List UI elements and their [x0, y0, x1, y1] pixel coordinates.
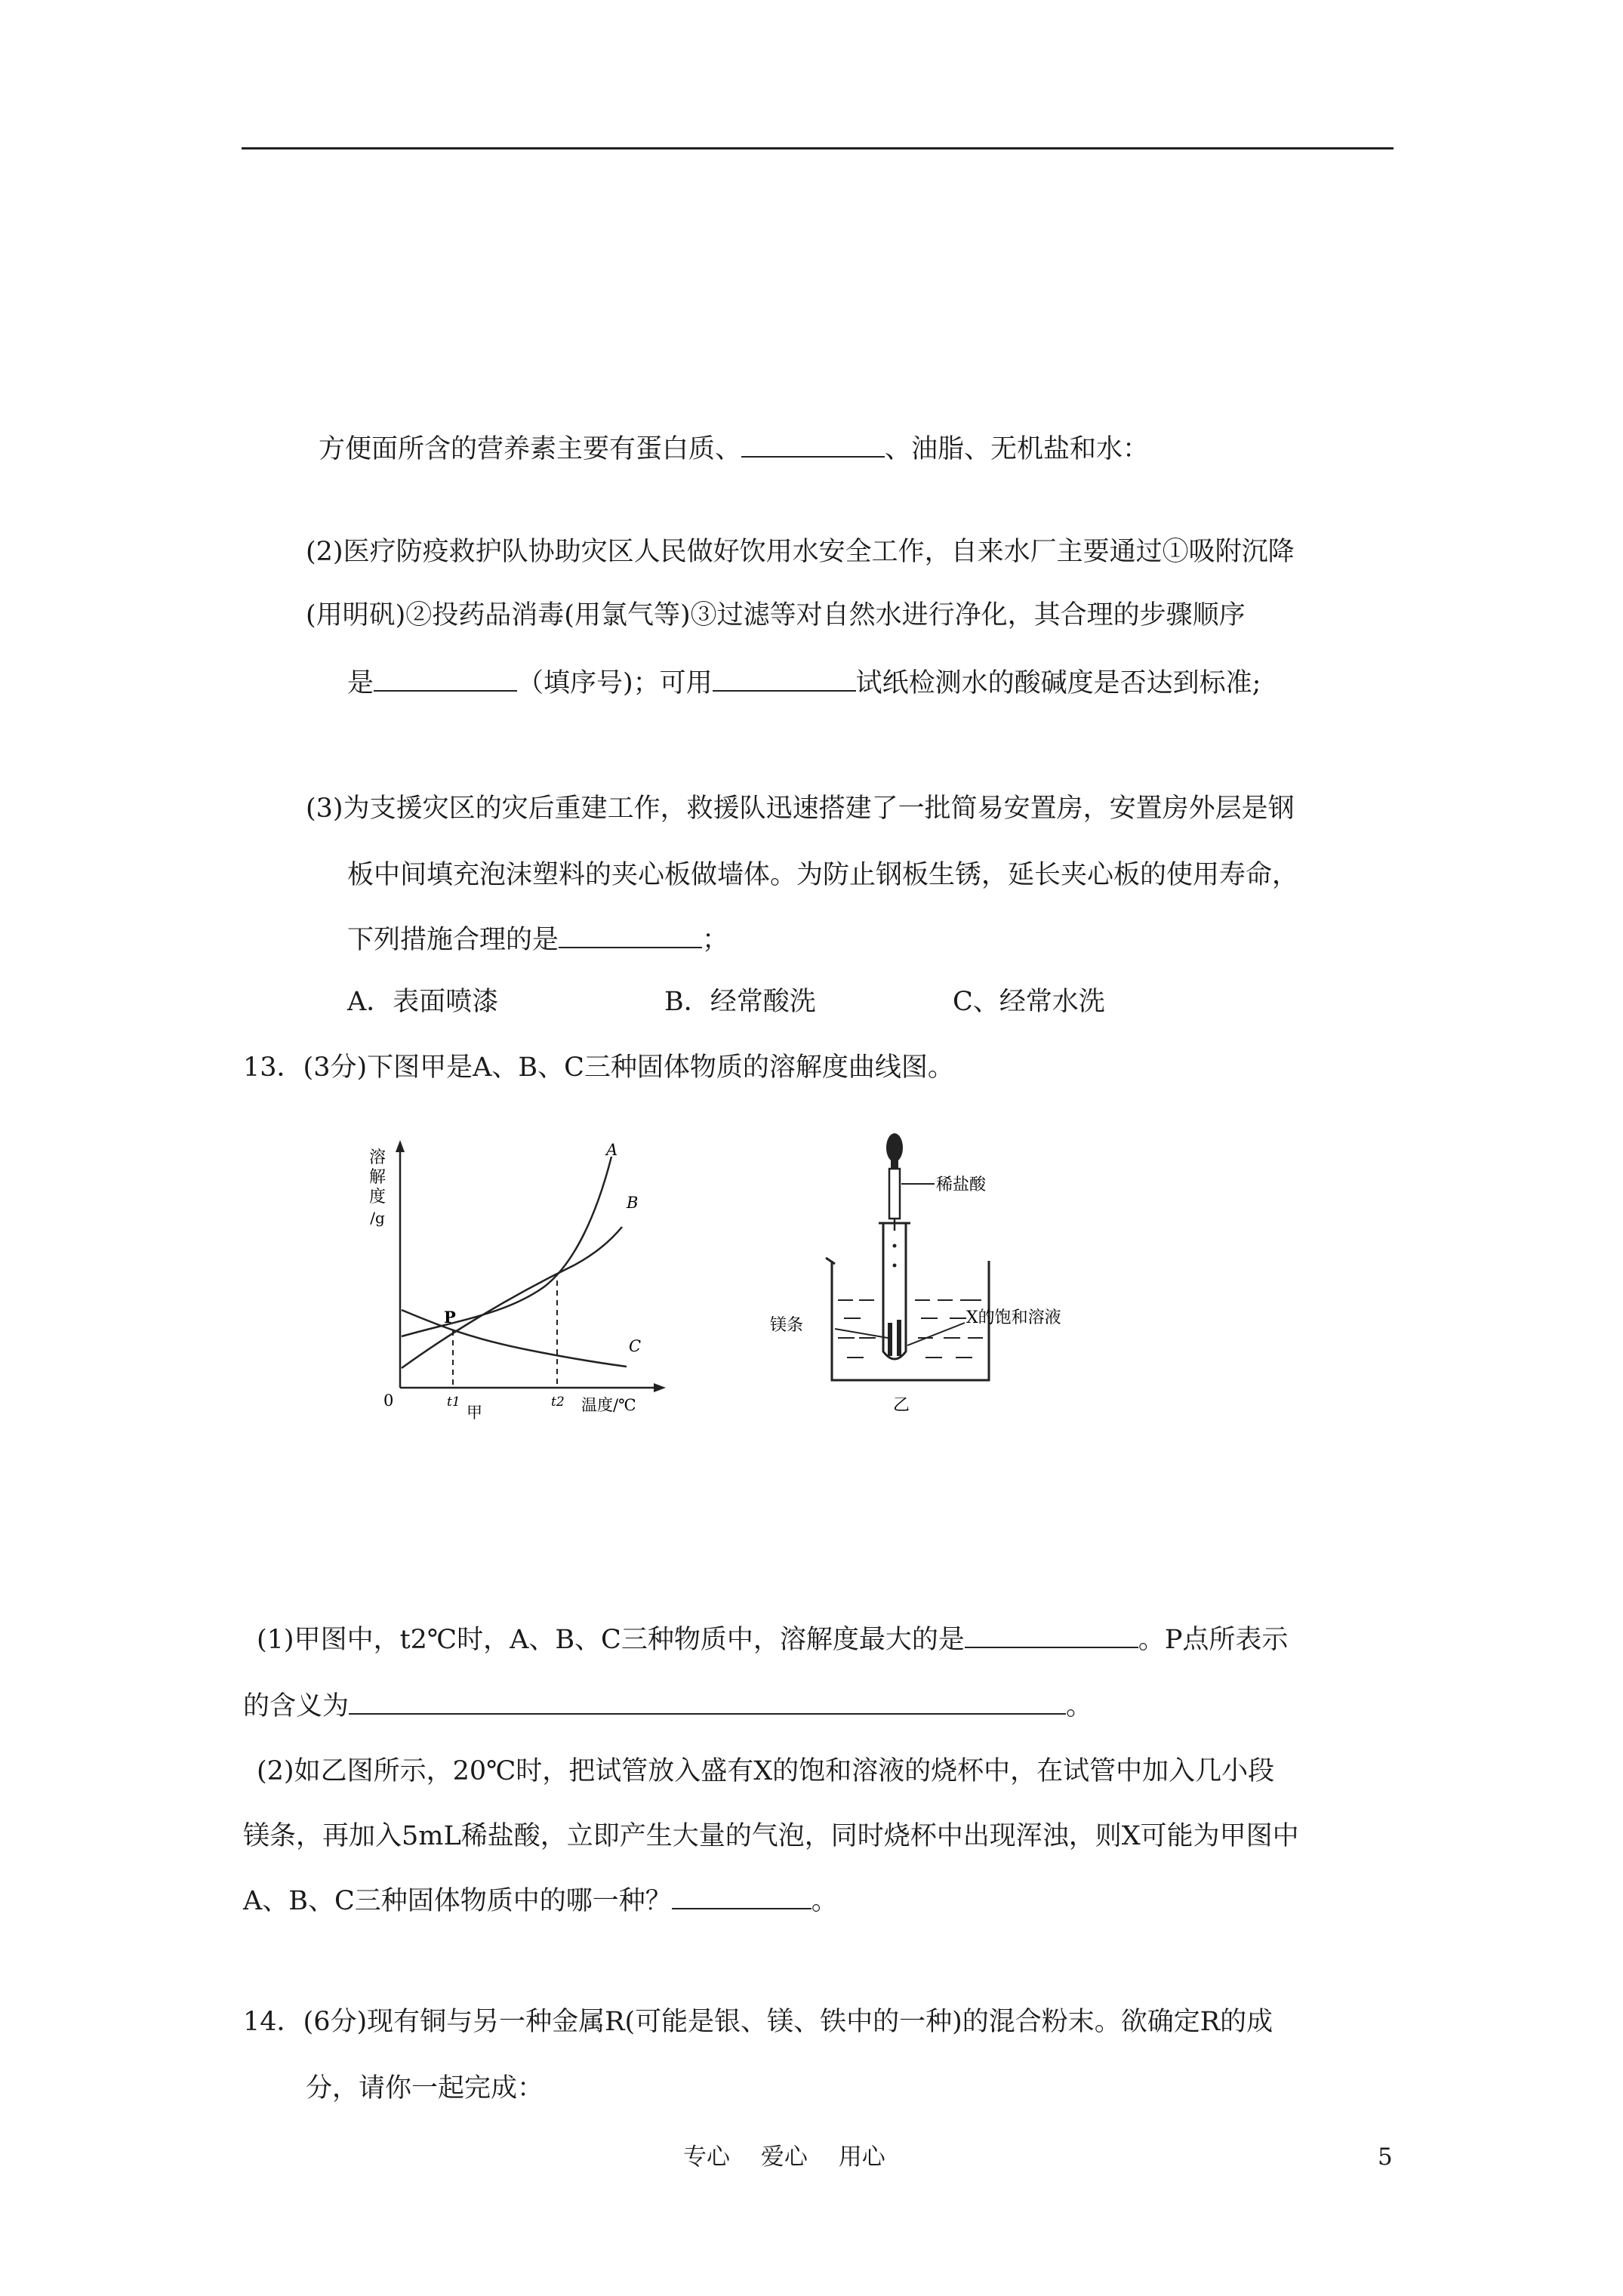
answer-blank[interactable] [559, 924, 702, 948]
beaker-lip [826, 1258, 835, 1264]
option-b: B．经常酸洗 [664, 987, 816, 1017]
q13-heading: 13．(3分)下图甲是A、B、C三种固体物质的溶解度曲线图。 [243, 1052, 954, 1083]
y-label-char: 度 [368, 1188, 387, 1207]
x-axis-label: 温度/℃ [581, 1396, 636, 1414]
y-label-char: /g [370, 1209, 385, 1227]
option-c: C、经常水洗 [953, 987, 1105, 1017]
q14-line2: 分，请你一起完成： [306, 2073, 544, 2103]
q13-part1-line1: (1)甲图中，t2℃时，A、B、C三种物质中，溶解度最大的是 。P点所表示 [257, 1625, 1289, 1655]
acid-drop [893, 1264, 897, 1268]
curve-label-a: A [606, 1141, 618, 1159]
q13-part2-line1: (2)如乙图所示，20℃时，把试管放入盛有X的饱和溶液的烧杯中，在试管中加入几小段 [257, 1756, 1275, 1786]
q13-part2-line3: A、B、C三种固体物质中的哪一种？ 。 [243, 1886, 838, 1916]
q14-line1: 14．(6分)现有铜与另一种金属R(可能是银、镁、铁中的一种)的混合粉末。欲确定R的成 [243, 2007, 1273, 2037]
header-rule [242, 147, 1394, 149]
solubility-curve-figure [355, 1133, 710, 1419]
dropper-bulb [886, 1133, 903, 1162]
curve-c [402, 1310, 627, 1367]
y-label-char: 溶 [368, 1148, 387, 1167]
apparatus-figure [762, 1125, 1170, 1419]
test-tube [883, 1223, 906, 1359]
answer-blank[interactable] [965, 1624, 1138, 1648]
tick-t2: t2 [551, 1395, 565, 1410]
answer-blank[interactable] [713, 667, 856, 692]
q12-part3-line3: 下列措施合理的是 ； [347, 925, 729, 955]
answer-blank[interactable] [349, 1690, 1066, 1715]
q13-part1-line2: 的含义为 。 [243, 1691, 1093, 1721]
q13-part2-line2: 镁条，再加入5mL稀盐酸，立即产生大量的气泡，同时烧杯中出现浑浊，则X可能为甲图中 [243, 1821, 1299, 1851]
curve-a [402, 1157, 611, 1336]
curve-label-b: B [627, 1194, 639, 1212]
beaker [832, 1261, 989, 1380]
q12-part3-line1: (3)为支援灾区的灾后重建工作，救援队迅速搭建了一批简易安置房，安置房外层是钢 [306, 794, 1295, 824]
q12-part2-line3: 是 （填序号)；可用 试纸检测水的酸碱度是否达到标准; [347, 668, 1261, 698]
point-p-label: P [444, 1308, 456, 1327]
page-number: 5 [1378, 2143, 1393, 2171]
answer-blank[interactable] [374, 667, 517, 692]
q12-part3-line2: 板中间填充泡沫塑料的夹心板做墙体。为防止钢板生锈，延长夹心板的使用寿命， [347, 860, 1299, 890]
mg-pointer [835, 1329, 888, 1338]
x-axis-arrow [654, 1383, 666, 1392]
y-label-char: 解 [368, 1168, 387, 1187]
dropper-neck [891, 1160, 898, 1169]
label-acid: 稀盐酸 [936, 1176, 987, 1194]
curve-label-c: C [629, 1337, 642, 1355]
answer-blank[interactable] [672, 1885, 812, 1909]
magnesium-ribbon [888, 1323, 892, 1356]
solution-pointer [907, 1323, 965, 1345]
answer-blank[interactable] [741, 433, 885, 458]
figure-caption-yi: 乙 [892, 1396, 910, 1415]
solution-level-marks [838, 1300, 983, 1358]
dropper-tube [889, 1169, 900, 1219]
footer-motto: 专心 爱心 用心 [683, 2143, 885, 2171]
option-a: A．表面喷漆 [347, 987, 499, 1017]
tick-t1: t1 [447, 1395, 460, 1410]
q12-part2-line2: (用明矾)②投药品消毒(用氯气等)③过滤等对自然水进行净化，其合理的步骤顺序 [306, 600, 1246, 630]
q12-part2-line1: (2)医疗防疫救护队协助灾区人民做好饮用水安全工作，自来水厂主要通过①吸附沉降 [306, 537, 1295, 567]
label-magnesium: 镁条 [770, 1316, 804, 1335]
magnesium-ribbon [897, 1320, 901, 1356]
q12-line-1: 方便面所含的营养素主要有蛋白质、 、油脂、无机盐和水： [319, 434, 1150, 464]
origin-label: 0 [383, 1391, 394, 1410]
acid-drop [893, 1244, 897, 1248]
y-axis-arrow [396, 1140, 405, 1152]
label-solution: X的饱和溶液 [966, 1308, 1061, 1327]
figure-caption-jia: 甲 [467, 1404, 482, 1419]
